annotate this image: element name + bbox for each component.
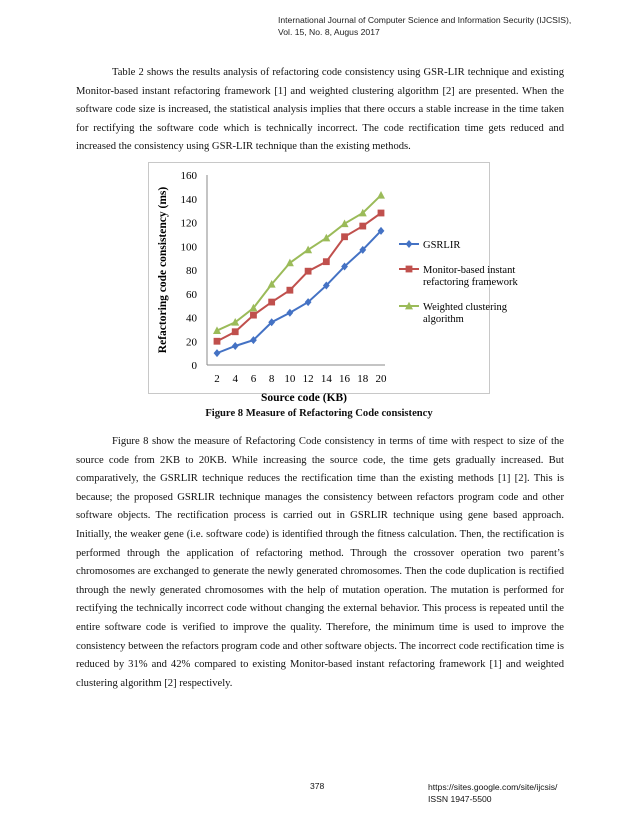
paragraph-figure8-discussion: Figure 8 show the measure of Refactoring Code consistency in terms of time with respect to size of the source code from 2KB to 20KB. While increasing the source code, the time gets gradually increased. But comparatively, the GSRLIR technique reduces the rectification time than the existing methods [1] [2]. This is because; the proposed GSRLIR technique manages the consistency between refactors program code and other software objects. The rectification process is carried out in GSRLIR technique using gene based approach. Initially, the weaker gene (i.e. software code) is identified through the fitness calculation. Then, the rectification is performed through the application of refactoring method. Through the crossover operation two parent’s chromosomes are exchanged to generate the newly generated chromosomes. Then the code duplication is rectified through the newly generated chromosomes with the help of mutation operation. The mutation is performed for rectifying the technically incorrect code without changing the external behavior. This process is repeated until the entire software code is verified to improve the quality. Therefore, the minimum time is used to improve the consistency between the refactors program code and other software objects. The incorrect code rectification time is reduced by 31% and 42% compared to existing Monitor-based instant refactoring framework [1] and weighted clustering algorithm [2] respectively. bbox=[76, 436, 564, 689]
y-tick-label: 160 bbox=[180, 170, 197, 182]
data-point bbox=[232, 342, 239, 350]
footer-issn: ISSN 1947-5500 bbox=[428, 794, 492, 804]
x-tick-label: 6 bbox=[250, 373, 257, 385]
paragraph-table2-summary: Table 2 shows the results analysis of refactoring code consistency using GSR-LIR technique and existing Monitor-based instant refactoring framework [1] and weighted clustering algorithm [2] are presented. When the software code size is increased, the statistical analysis implies that there occurs a stable increase in the time taken for rectifying the software code which is technically incorrect. The code rectification time gets reduced and increased the consistency using GSR-LIR technique than the existing methods. bbox=[76, 67, 564, 153]
data-point bbox=[377, 191, 385, 199]
page-number: 378 bbox=[310, 781, 325, 791]
x-tick-label: 4 bbox=[232, 373, 238, 385]
legend-label: GSRLIR bbox=[423, 240, 461, 251]
data-point bbox=[268, 299, 275, 306]
journal-header-line2: Vol. 15, No. 8, Augus 2017 bbox=[278, 27, 380, 37]
series-line-0 bbox=[217, 231, 381, 353]
x-tick-label: 20 bbox=[375, 373, 387, 385]
data-point bbox=[214, 338, 221, 345]
x-tick-label: 18 bbox=[357, 373, 369, 385]
legend-marker bbox=[406, 266, 413, 273]
data-point bbox=[304, 246, 312, 254]
legend-label: Monitor-based instant bbox=[423, 265, 516, 276]
series-line-1 bbox=[217, 213, 381, 341]
y-tick-label: 100 bbox=[180, 241, 197, 254]
x-tick-label: 2 bbox=[214, 373, 220, 385]
x-tick-label: 12 bbox=[302, 373, 314, 385]
data-point bbox=[378, 210, 385, 217]
data-point bbox=[286, 309, 293, 317]
chart-svg bbox=[149, 163, 518, 404]
x-tick-label: 10 bbox=[284, 373, 296, 385]
legend-label: algorithm bbox=[423, 314, 464, 325]
x-tick-label: 16 bbox=[339, 373, 351, 385]
figure-8-chart bbox=[148, 162, 518, 404]
y-tick-label: 140 bbox=[180, 193, 197, 206]
legend-label: refactoring framework bbox=[423, 277, 518, 288]
x-axis-label: Source code (KB) bbox=[260, 392, 348, 404]
data-point bbox=[286, 287, 293, 294]
y-axis-label: Refactoring code consistency (ms) bbox=[157, 186, 169, 354]
legend-label: Weighted clustering bbox=[423, 302, 508, 313]
series-line-2 bbox=[217, 195, 381, 330]
legend-marker bbox=[406, 240, 413, 248]
x-tick-label: 14 bbox=[320, 373, 332, 385]
y-tick-label: 40 bbox=[186, 312, 197, 325]
y-tick-label: 0 bbox=[191, 360, 197, 372]
data-point bbox=[323, 258, 330, 265]
y-tick-label: 60 bbox=[186, 288, 197, 301]
data-point bbox=[214, 349, 221, 357]
y-tick-label: 20 bbox=[186, 336, 197, 349]
journal-header-line1: International Journal of Computer Science and Information Security (IJCSIS), bbox=[278, 15, 572, 25]
figure-caption: Figure 8 Measure of Refactoring Code consistency bbox=[205, 408, 433, 419]
data-point bbox=[250, 312, 257, 319]
footer-url: https://sites.google.com/site/ijcsis/ bbox=[428, 782, 558, 792]
footer-info bbox=[428, 781, 557, 805]
data-point bbox=[232, 328, 239, 335]
data-point bbox=[359, 223, 366, 230]
x-tick-label: 8 bbox=[268, 373, 275, 385]
journal-header bbox=[278, 14, 571, 38]
data-point bbox=[341, 233, 348, 240]
y-tick-label: 120 bbox=[180, 217, 197, 230]
data-point bbox=[305, 268, 312, 275]
data-point bbox=[341, 219, 349, 227]
y-tick-label: 80 bbox=[186, 265, 197, 277]
